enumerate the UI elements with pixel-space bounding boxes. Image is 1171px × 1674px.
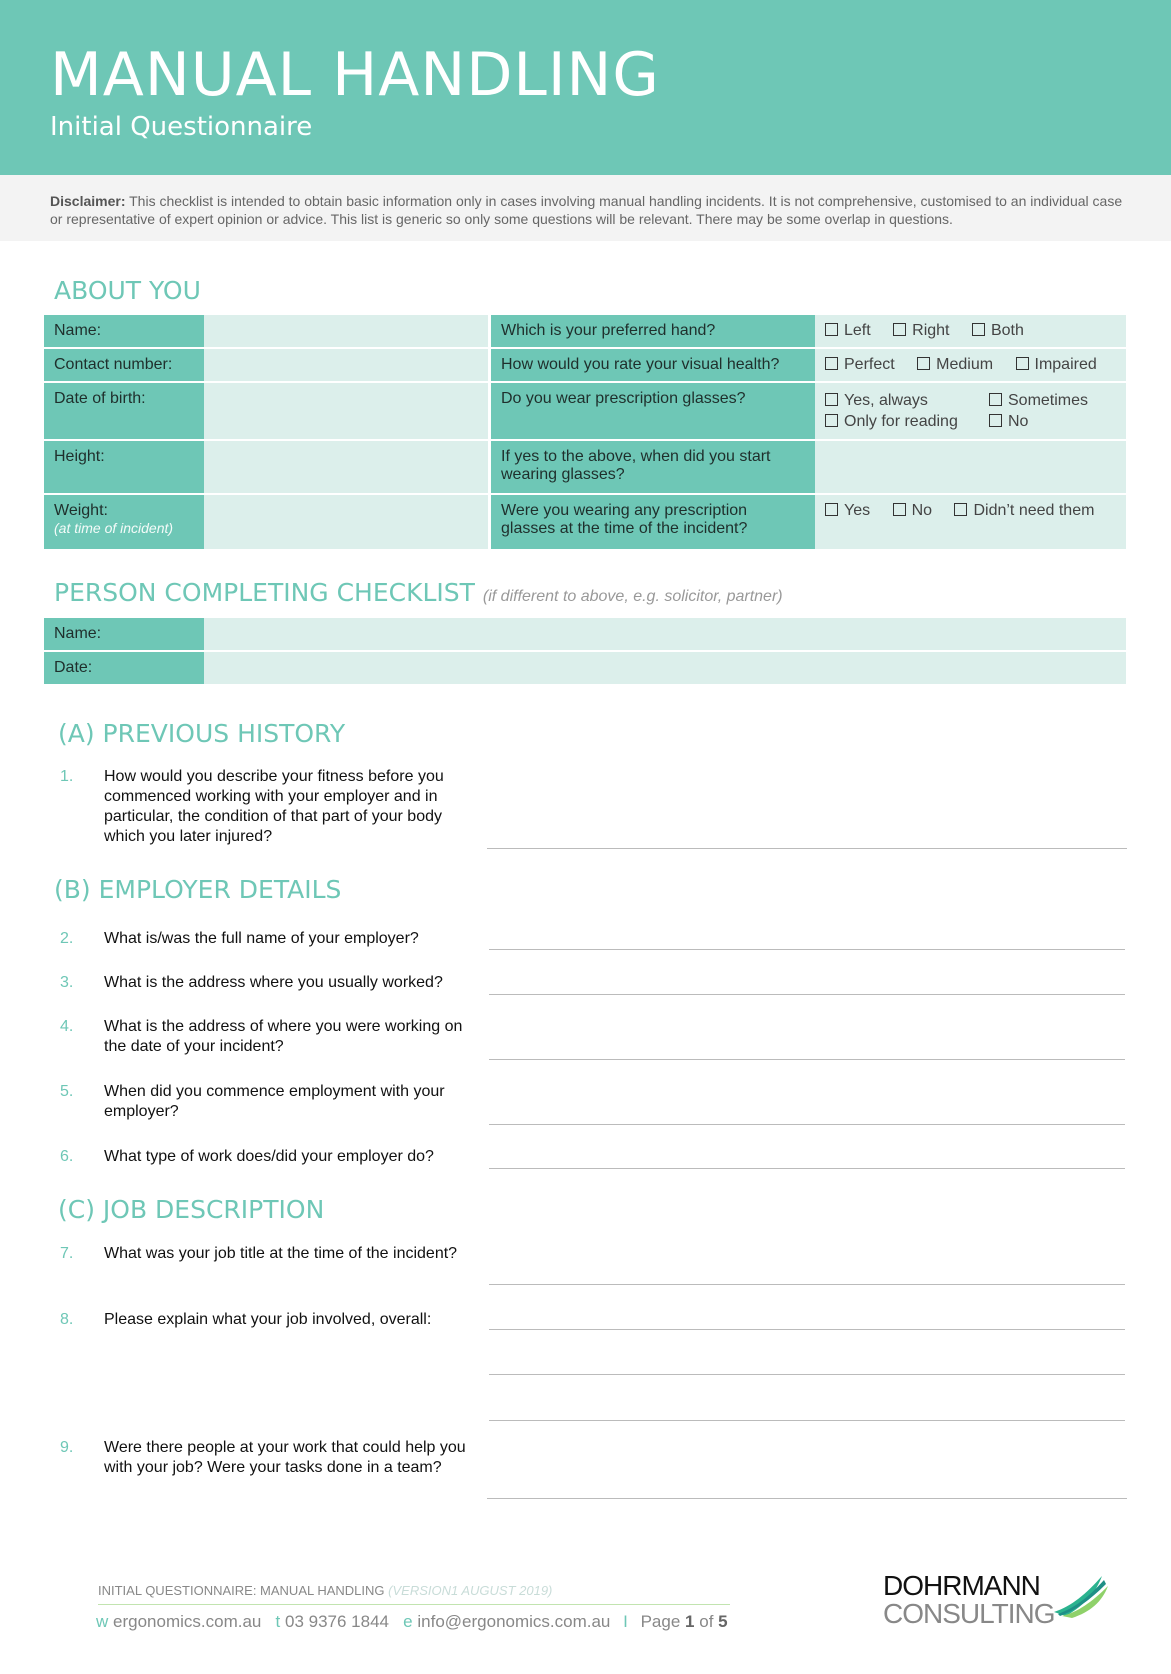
phone-key: t [275,1612,281,1631]
company-logo [883,1572,1055,1628]
answer-line-8b[interactable] [489,1374,1125,1375]
answer-line-6[interactable] [489,1168,1125,1169]
weight-sublabel: (at time of incident) [54,520,174,536]
email-key: e [403,1612,413,1631]
person-heading: PERSON COMPLETING CHECKLIST [54,578,475,607]
label-date-of-birth: Date of birth: [44,382,204,440]
checkbox-no-incident[interactable]: No [893,502,932,520]
checkbox-sometimes[interactable]: Sometimes [989,390,1088,411]
weight-field[interactable] [204,494,488,550]
page-subtitle: Initial Questionnaire [50,112,313,142]
answer-line-8c[interactable] [489,1420,1125,1421]
disclaimer-text [50,192,1135,228]
checkbox-no[interactable]: No [989,411,1028,432]
person-name-field[interactable] [204,618,1126,651]
checkbox-only-for-reading[interactable]: Only for reading [825,411,971,432]
footer-title: INITIAL QUESTIONNAIRE: MANUAL HANDLING (VERSION1 AUGUST 2019) [98,1583,553,1598]
contact-number-field[interactable] [204,348,488,382]
person-note: (if different to above, e.g. solicitor, partner) [482,588,783,605]
section-about-you: ABOUT YOU [54,276,201,305]
answer-line-5[interactable] [489,1124,1125,1125]
label-person-date: Date: [44,651,204,685]
person-date-field[interactable] [204,651,1126,685]
checkbox-icon [972,323,985,336]
glasses-at-incident-options [815,494,1126,550]
answer-line-4[interactable] [489,1059,1125,1060]
label-name: Name: [44,315,204,348]
checkbox-icon [989,414,1002,427]
answer-line-3[interactable] [489,994,1125,995]
checkbox-icon [917,357,930,370]
logo-line-2: CONSULTING [883,1598,1055,1629]
question-preferred-hand: Which is your preferred hand? [491,315,815,348]
label-height: Height: [44,440,204,494]
footer-contact [96,1612,728,1632]
logo-swoosh-icon [1052,1572,1112,1620]
disclaimer-body: This checklist is intended to obtain basic information only in cases involving manual handling incidents. It is not comprehensive, customised to an individual case or representative of expert opinion or advice. This list is generic so only some questions will be relevant. There may be some overlap in questions. [50,193,1123,227]
checkbox-both[interactable]: Both [972,322,1024,340]
question-visual-health: How would you rate your visual health? [491,348,815,382]
question-started-glasses: If yes to the above, when did you start wearing glasses? [491,440,815,494]
section-previous-history: (A) PREVIOUS HISTORY [58,719,346,748]
answer-line-2[interactable] [489,949,1125,950]
checkbox-yes[interactable]: Yes [825,502,870,520]
footer-version: (VERSION1 AUGUST 2019) [388,1583,553,1598]
checkbox-left[interactable]: Left [825,322,871,340]
about-you-table [44,315,1126,551]
checkbox-icon [1016,357,1029,370]
person-table [44,618,1126,686]
checkbox-icon [825,357,838,370]
web-key: w [96,1612,109,1631]
checkbox-icon [825,503,838,516]
checkbox-right[interactable]: Right [893,322,949,340]
preferred-hand-options [815,315,1126,348]
started-glasses-field[interactable] [815,440,1126,494]
height-field[interactable] [204,440,488,494]
answer-line-7[interactable] [489,1284,1125,1285]
checkbox-icon [825,323,838,336]
disclaimer-box [0,175,1171,241]
checkbox-icon [825,414,838,427]
question-glasses-at-incident: Were you wearing any prescription glasses at the time of the incident? [491,494,815,550]
checkbox-impaired[interactable]: Impaired [1016,356,1097,374]
section-employer-details: (B) EMPLOYER DETAILS [54,875,342,904]
glasses-options [815,382,1126,440]
label-person-name: Name: [44,618,204,651]
page-title: MANUAL HANDLING [50,40,660,110]
answer-line-8a[interactable] [489,1329,1125,1330]
question-prescription-glasses: Do you wear prescription glasses? [491,382,815,440]
footer-website-link[interactable]: ergonomics.com.au [113,1612,262,1631]
answer-line-1[interactable] [487,848,1127,849]
logo-line-1: DOHRMANN [883,1570,1040,1601]
section-person-completing [54,578,783,607]
name-field[interactable] [204,315,488,348]
checkbox-icon [893,503,906,516]
checkbox-didnt-need[interactable]: Didn’t need them [954,502,1094,520]
page-number: Page 1 of 5 [640,1612,728,1631]
checkbox-icon [989,393,1002,406]
checkbox-icon [893,323,906,336]
footer-divider [98,1604,730,1605]
page-header [0,0,1171,175]
visual-health-options [815,348,1126,382]
footer-email-link[interactable]: info@ergonomics.com.au [417,1612,611,1631]
answer-line-9[interactable] [487,1498,1127,1499]
footer-separator: I [623,1612,628,1631]
label-weight [44,494,204,550]
section-job-description: (C) JOB DESCRIPTION [58,1195,325,1224]
disclaimer-label: Disclaimer: [50,193,126,209]
checkbox-icon [825,393,838,406]
checkbox-icon [954,503,967,516]
label-contact-number: Contact number: [44,348,204,382]
date-of-birth-field[interactable] [204,382,488,440]
checkbox-perfect[interactable]: Perfect [825,356,895,374]
weight-label-text: Weight: [54,502,108,519]
checkbox-medium[interactable]: Medium [917,356,993,374]
checkbox-yes-always[interactable]: Yes, always [825,390,971,411]
footer-phone[interactable]: 03 9376 1844 [285,1612,389,1631]
